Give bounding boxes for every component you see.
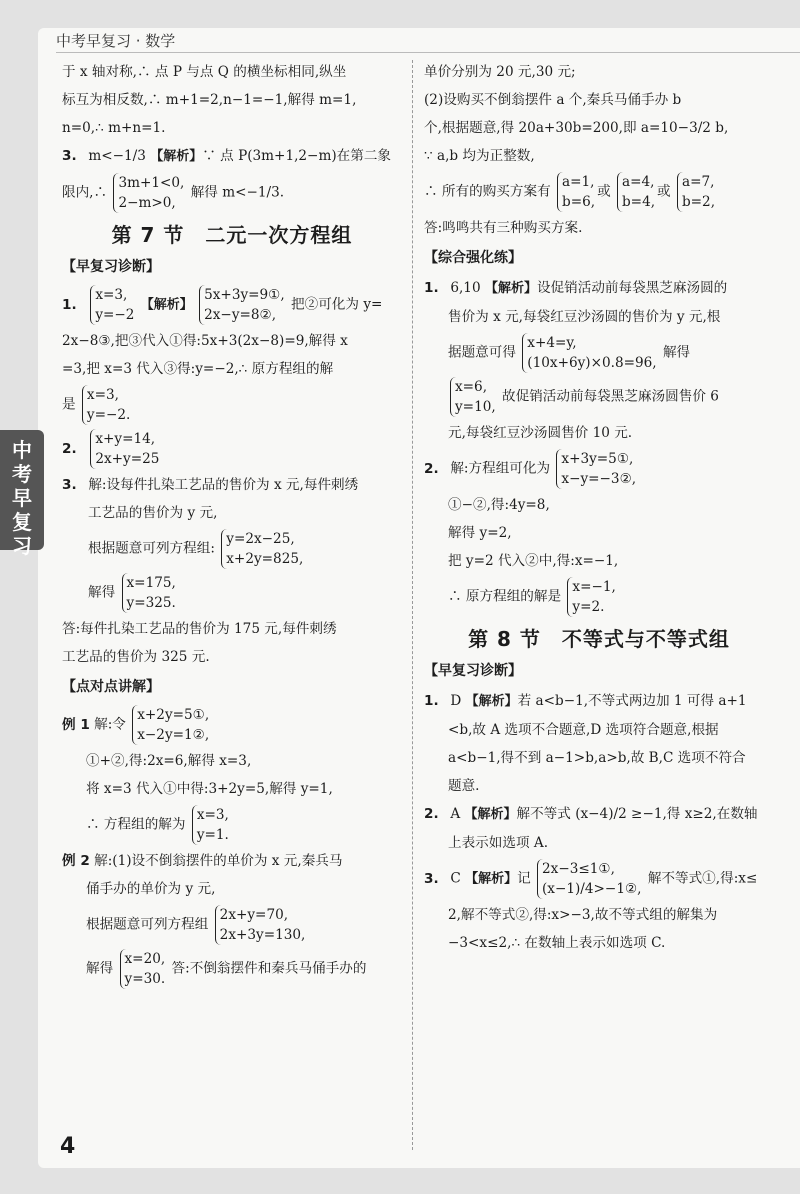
text-line bbox=[424, 375, 774, 419]
text-line bbox=[424, 170, 774, 214]
comp-answer-1 bbox=[424, 274, 774, 303]
equation: x=6, bbox=[455, 379, 488, 395]
equation: y=1. bbox=[196, 827, 229, 843]
question-number: 3. bbox=[62, 148, 77, 164]
text-span: 或 bbox=[597, 183, 611, 200]
equation-system bbox=[192, 805, 229, 845]
equation: y=2. bbox=[572, 599, 605, 615]
text-span: 解不等式①,得:x≤ bbox=[647, 870, 758, 887]
equation: 2x+3y=130, bbox=[219, 927, 306, 943]
text-line bbox=[62, 527, 402, 571]
equation: 3m+1<0, bbox=[118, 175, 185, 191]
question-number: 2. bbox=[62, 440, 77, 457]
equation-system bbox=[522, 333, 656, 373]
equation-system bbox=[215, 905, 306, 945]
comp-answer-2 bbox=[424, 447, 774, 491]
equation: x+2y=5①, bbox=[137, 707, 210, 723]
text-line: 把 y=2 代入②中,得:x=−1, bbox=[448, 553, 619, 569]
answer-1 bbox=[62, 283, 402, 327]
column-divider bbox=[412, 60, 413, 1150]
text-span: ∴ 方程组的解为 bbox=[86, 816, 186, 833]
text-line: a<b−1,得不到 a−1>b,a>b,故 B,C 选项不符合 bbox=[448, 750, 746, 766]
equation-system bbox=[82, 385, 130, 425]
equation: a=1, bbox=[562, 174, 595, 190]
equation: x+2y=825, bbox=[226, 551, 304, 567]
answer-value: m<−1/3 bbox=[88, 148, 146, 164]
answer-value: D bbox=[450, 693, 462, 709]
text-line: ①+②,得:2x=6,解得 x=3, bbox=[86, 753, 252, 769]
text-line bbox=[62, 171, 402, 215]
text-line: 上表示如选项 A. bbox=[448, 835, 549, 851]
text-span: 故促销活动前每袋黑芝麻汤圆售价 6 bbox=[502, 388, 719, 405]
equation: (10x+6y)×0.8=96, bbox=[527, 355, 657, 371]
equation-system bbox=[120, 949, 166, 989]
text-line: (2)设购买不倒翁摆件 a 个,秦兵马俑手办 b bbox=[424, 92, 682, 108]
answer-value: 6,10 bbox=[450, 280, 481, 296]
text-span: 若 a<b−1,不等式两边加 1 可得 a+1 bbox=[517, 693, 747, 709]
text-line: 工艺品的售价为 y 元, bbox=[88, 505, 218, 521]
question-number: 3. bbox=[424, 870, 439, 887]
example-label: 例 2 bbox=[62, 853, 90, 869]
analysis-label: 【解析】 bbox=[140, 297, 193, 313]
text-line: 2x−8③,把③代入①得:5x+3(2x−8)=9,解得 x bbox=[62, 333, 348, 349]
running-header: 中考早复习 · 数学 bbox=[56, 32, 176, 50]
text-span: 把②可化为 y= bbox=[291, 296, 383, 313]
text-span: 解不等式 (x−4)/2 ≥−1,得 x≥2,在数轴 bbox=[516, 806, 758, 822]
text-line: 答:鸣鸣共有三种购买方案. bbox=[424, 220, 583, 236]
equation: x=20, bbox=[124, 951, 166, 967]
text-line: ①−②,得:4y=8, bbox=[448, 497, 550, 513]
text-span: 是 bbox=[62, 396, 76, 413]
equation: b=2, bbox=[681, 194, 716, 210]
example-2 bbox=[62, 847, 402, 875]
answer-3 bbox=[62, 142, 402, 171]
text-line: 2,解不等式②,得:x>−3,故不等式组的解集为 bbox=[448, 907, 718, 923]
text-line: ∵ a,b 均为正整数, bbox=[424, 148, 535, 164]
equation: x+4=y, bbox=[527, 335, 577, 351]
question-number: 2. bbox=[424, 806, 439, 822]
subsection-tag: 【点对点讲解】 bbox=[62, 679, 160, 695]
equation: b=6, bbox=[562, 194, 596, 210]
equation: x=−1, bbox=[572, 579, 616, 595]
equation: y=−2 bbox=[95, 307, 135, 323]
analysis-label: 【解析】 bbox=[465, 694, 518, 709]
answer-3b bbox=[62, 471, 402, 499]
equation-system bbox=[113, 173, 184, 213]
text-span: 解得 m<−1/3. bbox=[190, 184, 285, 201]
equation: y=30. bbox=[124, 971, 166, 987]
answer-value: C bbox=[450, 870, 461, 887]
text-span: 根据题意可列方程组: bbox=[88, 540, 215, 557]
text-line: −3<x≤2,∴ 在数轴上表示如选项 C. bbox=[448, 935, 666, 951]
equation: x=175, bbox=[126, 575, 176, 591]
text-span: 或 bbox=[657, 183, 671, 200]
side-tab-char: 早 bbox=[12, 486, 32, 510]
text-line: 个,根据题意,得 20a+30b=200,即 a=10−3/2 b, bbox=[424, 120, 729, 136]
equation: 2x−y=8②, bbox=[204, 307, 277, 323]
equation-system bbox=[450, 377, 496, 417]
equation: 2x−3≤1①, bbox=[542, 861, 615, 877]
question-number: 1. bbox=[424, 693, 439, 709]
equation: 2x+y=70, bbox=[219, 907, 289, 923]
equation-system bbox=[557, 172, 595, 212]
answer-value: A bbox=[450, 806, 461, 822]
text-line: 单价分别为 20 元,30 元; bbox=[424, 64, 576, 80]
text-span: 记 bbox=[517, 870, 531, 887]
page-number: 4 bbox=[60, 1134, 76, 1159]
text-span: 据题意可得 bbox=[448, 344, 516, 361]
side-tab bbox=[0, 430, 44, 558]
header-rule bbox=[56, 52, 800, 53]
text-span: 解:(1)设不倒翁摆件的单价为 x 元,秦兵马 bbox=[94, 853, 343, 869]
analysis-label: 【解析】 bbox=[464, 807, 517, 822]
equation: y=325. bbox=[126, 595, 176, 611]
text-line: 将 x=3 代入①中得:3+2y=5,解得 y=1, bbox=[86, 781, 333, 797]
section-title: 第 7 节 二元一次方程组 bbox=[111, 223, 353, 247]
text-line bbox=[424, 331, 774, 375]
text-span: 解得 bbox=[662, 344, 691, 361]
text-span: 解:方程组可化为 bbox=[450, 460, 551, 477]
text-line bbox=[424, 575, 774, 619]
text-line bbox=[62, 571, 402, 615]
text-line bbox=[62, 947, 402, 991]
equation-system bbox=[221, 529, 303, 569]
text-span: 答:不倒翁摆件和秦兵马俑手办的 bbox=[171, 960, 367, 977]
side-tab-char: 考 bbox=[12, 462, 32, 486]
text-span: 解:令 bbox=[94, 716, 126, 733]
equation-system bbox=[537, 859, 641, 899]
text-line: 于 x 轴对称,∴ 点 P 与点 Q 的横坐标相同,纵坐 bbox=[62, 64, 347, 80]
text-line: 答:每件扎染工艺品的售价为 175 元,每件刺绣 bbox=[62, 621, 337, 637]
equation: x−2y=1②, bbox=[137, 727, 210, 743]
text-line: =3,把 x=3 代入③得:y=−2,∴ 原方程组的解 bbox=[62, 361, 334, 377]
text-line: n=0,∴ m+n=1. bbox=[62, 120, 166, 136]
subsection-tag: 【早复习诊断】 bbox=[424, 663, 522, 679]
equation: y=2x−25, bbox=[226, 531, 295, 547]
example-label: 例 1 bbox=[62, 716, 90, 733]
left-column bbox=[62, 58, 402, 991]
text-span: 限内,∴ bbox=[62, 184, 108, 201]
text-line: 元,每袋红豆沙汤圆售价 10 元. bbox=[448, 425, 633, 441]
equation: x=3, bbox=[196, 807, 229, 823]
analysis-label: 【解析】 bbox=[150, 149, 203, 164]
analysis-label: 【解析】 bbox=[484, 281, 537, 296]
equation-system bbox=[122, 573, 176, 613]
side-tab-char: 中 bbox=[12, 438, 32, 462]
analysis-label: 【解析】 bbox=[465, 871, 518, 887]
diag-answer-1 bbox=[424, 687, 774, 716]
equation: x=3, bbox=[95, 287, 128, 303]
side-tab-char: 习 bbox=[12, 534, 32, 558]
equation: y=−2. bbox=[86, 407, 131, 423]
right-column bbox=[424, 58, 774, 957]
text-span: 设促销活动前每袋黑芝麻汤圆的 bbox=[536, 280, 728, 296]
example-1 bbox=[62, 703, 402, 747]
question-number: 1. bbox=[62, 296, 77, 313]
equation: a=7, bbox=[681, 174, 715, 190]
equation: x+3y=5①, bbox=[561, 451, 634, 467]
equation-system bbox=[132, 705, 209, 745]
question-number: 2. bbox=[424, 460, 439, 477]
text-line: 售价为 x 元,每袋红豆沙汤圆的售价为 y 元,根 bbox=[448, 309, 721, 325]
text-span: ∴ 所有的购买方案有 bbox=[424, 183, 551, 200]
text-span: ∵ 点 P(3m+1,2−m)在第二象 bbox=[202, 148, 392, 164]
section-title: 第 8 节 不等式与不等式组 bbox=[468, 627, 730, 651]
diag-answer-2 bbox=[424, 800, 774, 829]
equation: b=4, bbox=[621, 194, 656, 210]
equation: x+y=14, bbox=[95, 431, 156, 447]
diag-answer-3 bbox=[424, 857, 774, 901]
text-line: <b,故 A 选项不合题意,D 选项符合题意,根据 bbox=[448, 722, 719, 738]
text-line bbox=[62, 803, 402, 847]
text-span: 解得 bbox=[88, 584, 116, 601]
equation: 2−m>0, bbox=[118, 195, 176, 211]
text-line bbox=[62, 383, 402, 427]
equation-system bbox=[567, 577, 615, 617]
subsection-tag: 【早复习诊断】 bbox=[62, 259, 160, 275]
equation-system bbox=[199, 285, 285, 325]
text-span: 解:设每件扎染工艺品的售价为 x 元,每件刺绣 bbox=[88, 477, 359, 493]
text-line: 标互为相反数,∴ m+1=2,n−1=−1,解得 m=1, bbox=[62, 92, 357, 108]
question-number: 3. bbox=[62, 477, 77, 493]
answer-2 bbox=[62, 427, 402, 471]
text-span: 根据题意可列方程组 bbox=[86, 916, 209, 933]
equation-system bbox=[617, 172, 655, 212]
text-line: 题意. bbox=[448, 778, 480, 794]
equation-system bbox=[90, 285, 134, 325]
equation-system bbox=[677, 172, 715, 212]
side-tab-char: 复 bbox=[12, 510, 32, 534]
subsection-tag: 【综合强化练】 bbox=[424, 250, 522, 266]
equation: x=3, bbox=[86, 387, 119, 403]
text-span: ∴ 原方程组的解是 bbox=[448, 588, 562, 605]
text-line: 工艺品的售价为 325 元. bbox=[62, 649, 210, 665]
equation-system bbox=[556, 449, 636, 489]
text-line: 俑手办的单价为 y 元, bbox=[86, 881, 216, 897]
text-line bbox=[62, 903, 402, 947]
equation: 2x+y=25 bbox=[95, 451, 160, 467]
text-line: 解得 y=2, bbox=[448, 525, 512, 541]
equation: (x−1)/4>−1②, bbox=[542, 881, 642, 897]
equation: 5x+3y=9①, bbox=[204, 287, 285, 303]
equation: y=10, bbox=[455, 399, 496, 415]
equation-system bbox=[90, 429, 159, 469]
equation: a=4, bbox=[621, 174, 655, 190]
equation: x−y=−3②, bbox=[561, 471, 637, 487]
question-number: 1. bbox=[424, 280, 439, 296]
text-span: 解得 bbox=[86, 960, 114, 977]
